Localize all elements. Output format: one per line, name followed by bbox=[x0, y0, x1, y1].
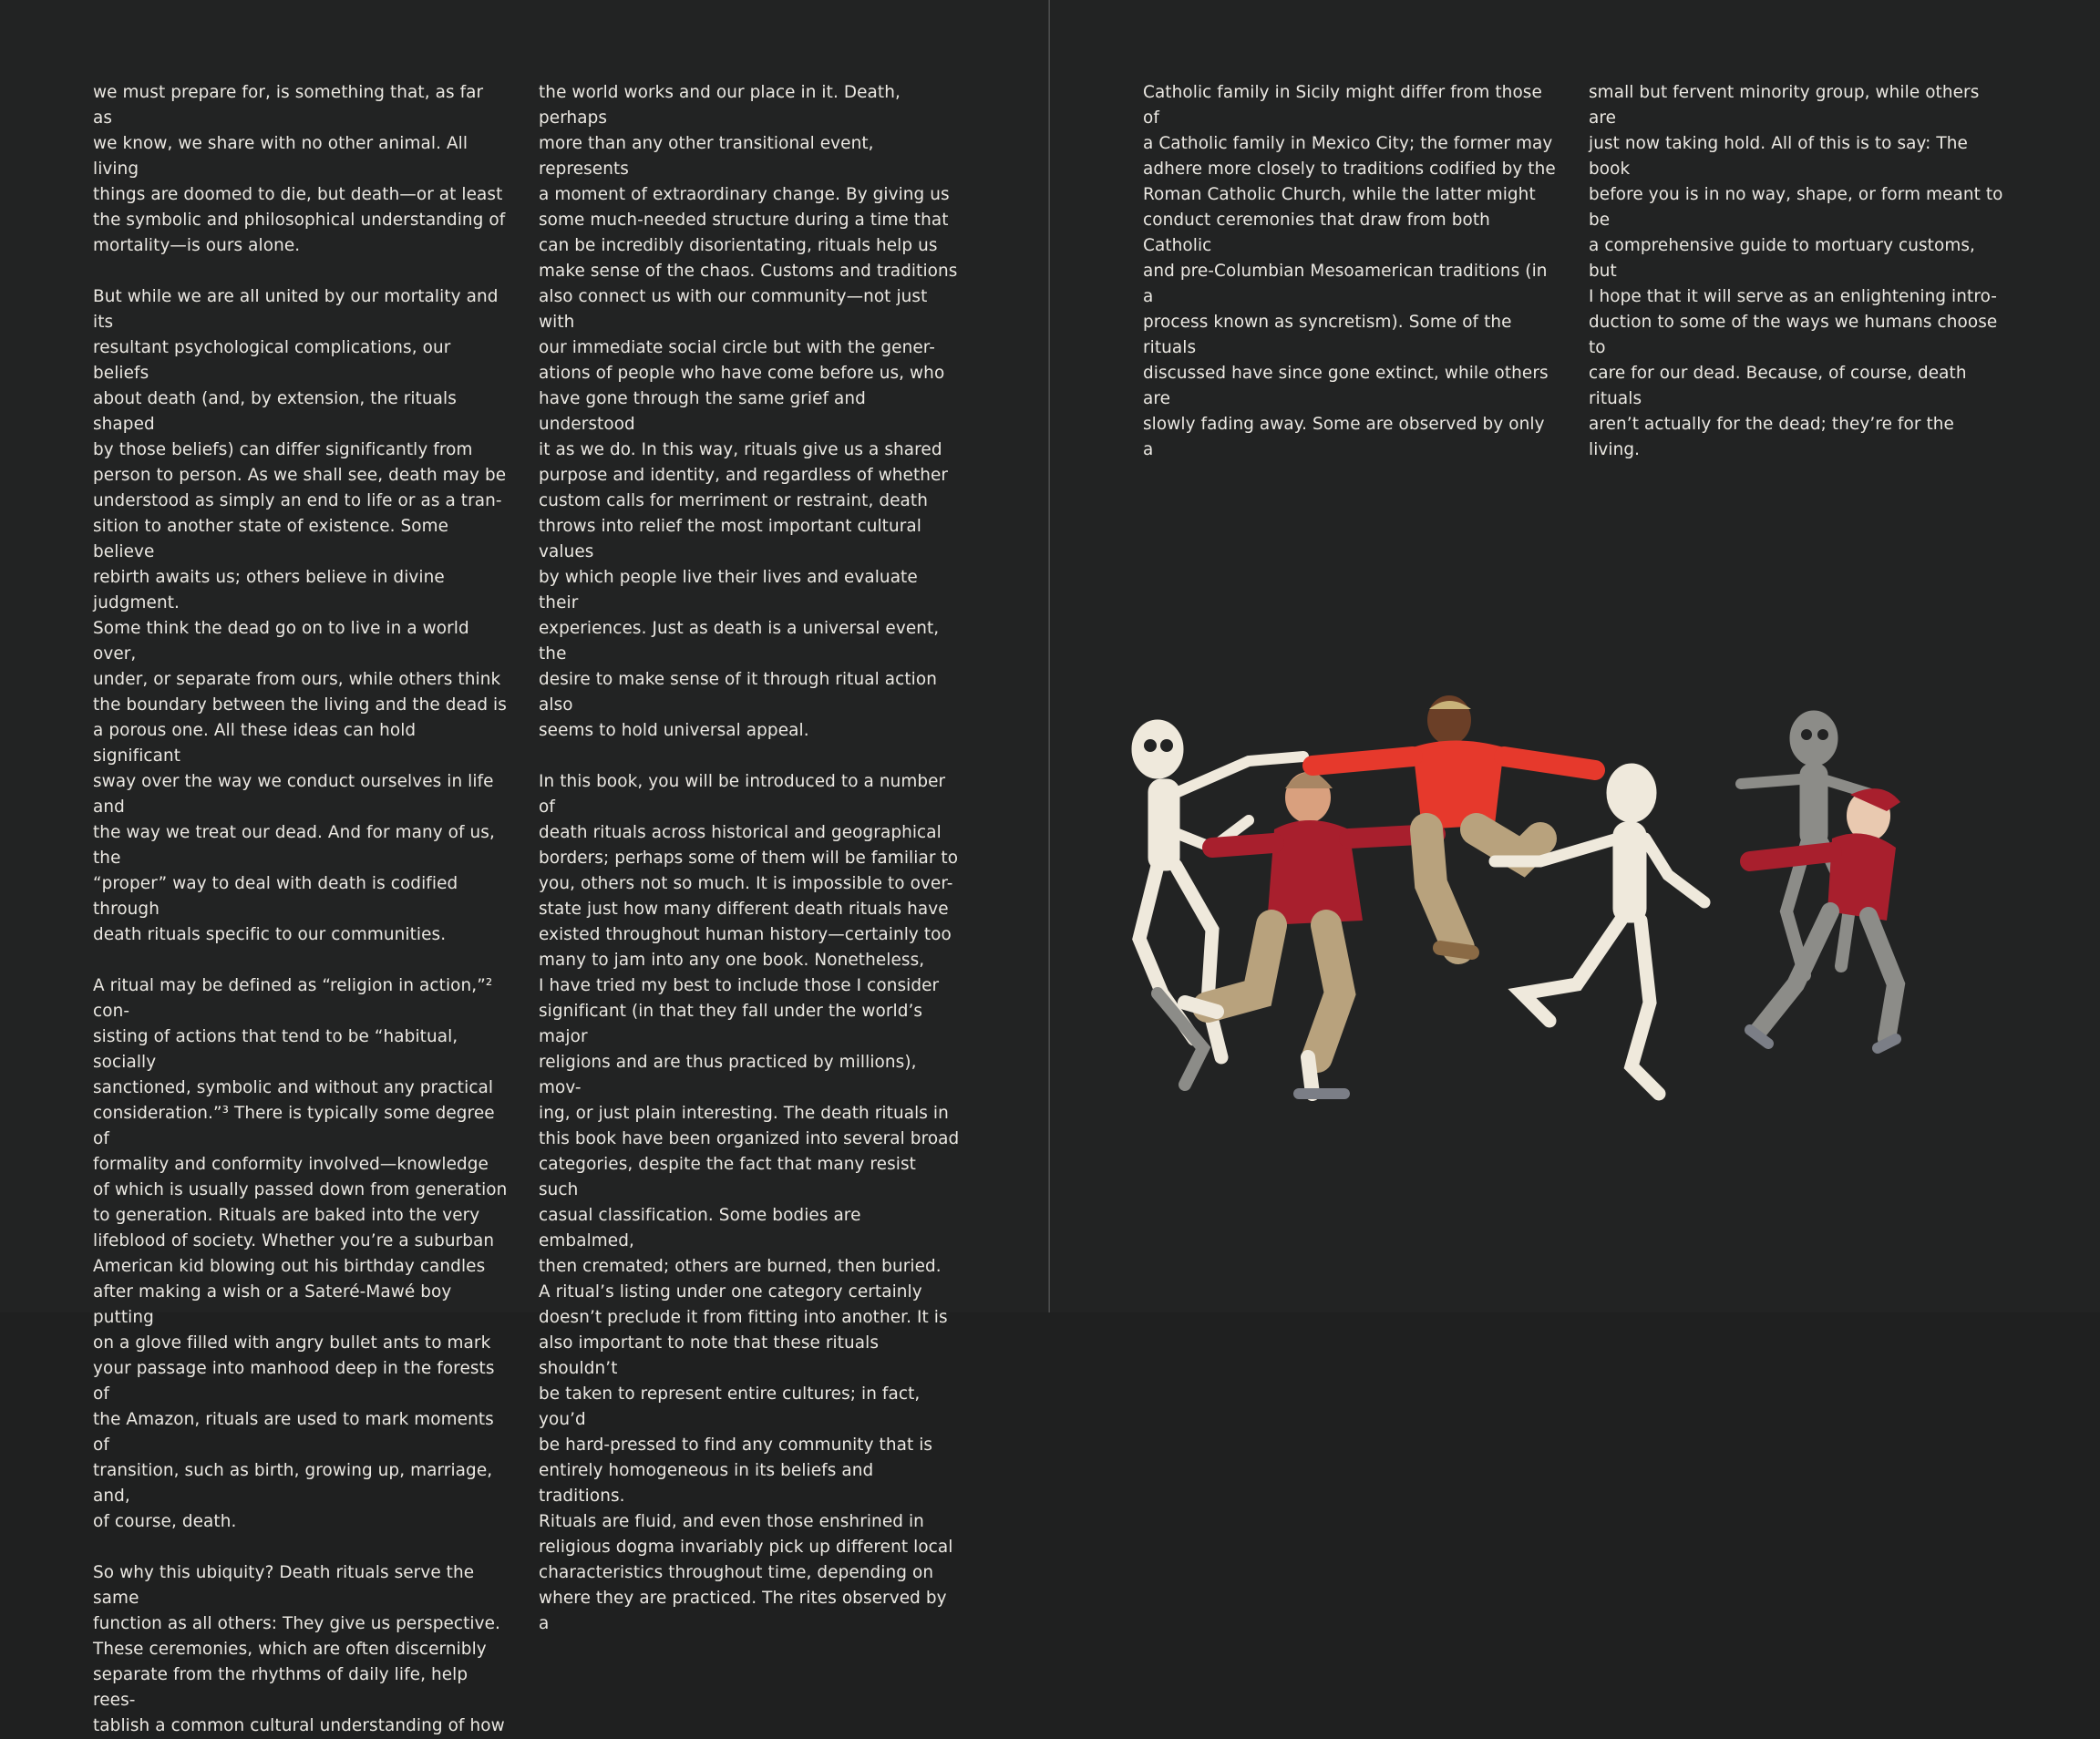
paragraph: small but fervent minority group, while others are just now taking hold. All of this is to say: The book before you is in no way, shape, or form meant to be a comprehensive guide to mortuary customs, but I hope that it will serve as an enlightening intro- duction to some of the ways we humans choose to care for our dead. Because, of course, death rituals aren’t actually for the dead; they’re for the living. bbox=[1589, 83, 2003, 459]
left-page-column-2 bbox=[539, 80, 960, 1637]
left-page-column-1 bbox=[93, 80, 508, 1739]
right-page bbox=[1050, 0, 2100, 1312]
paragraph: So why this ubiquity? Death rituals serve the same function as all others: They give us perspective. These ceremonies, which are often discernibly separate from the rhythms of daily life, help rees- tablish a common cultural understanding of how bbox=[93, 1563, 505, 1735]
paragraph: In this book, you will be introduced to a number of death rituals across historical and geographical borders; perhaps some of them will be familiar to you, others not so much. It is impossible to over- state just how many different death rituals have existed throughout human history—certainly too many to jam into any one book. Nonetheless, I have tried my best to include those I consider significant (in that they fall under the world’s major religions and are thus practiced by millions), mov- ing, or just plain interesting. The death rituals in this book have been organized into several broad categories, despite the fact that many resist such casual classification. Some bodies are embalmed, then cremated; others are burned, then buried. A ritual’s listing under one category certainly doesn’t preclude it from fitting into another. It is also important to note that these rituals shouldn’t be taken to represent entire cultures; in fact, you’d be hard-pressed to find any community that is entirely homogeneous in its beliefs and traditions. Rituals are fluid, and even those enshrined in religious dogma invariably pick up different local characteristics throughout time, depending on where they are practiced. The rites observed by a bbox=[539, 772, 960, 1633]
paragraph: A ritual may be defined as “religion in action,”² con- sisting of actions that tend to be “habitual, socially sanctioned, symbolic and without any practical consideration.”³ There is typically some degree of formality and conformity involved—knowledge of which is usually passed down from generation to generation. Rituals are baked into the very lifeblood of society. Whether you’re a suburban American kid blowing out his birthday candles after making a wish or a Sateré-Mawé boy putting on a glove filled with angry bullet ants to mark your passage into manhood deep in the forests of the Amazon, rituals are used to mark moments of transition, such as birth, growing up, marriage, and, of course, death. bbox=[93, 976, 508, 1531]
paragraph: But while we are all united by our mortality and its resultant psychological complications, our beliefs about death (and, by extension, the rituals shaped by those beliefs) can differ significantly from person to person. As we shall see, death may be understood as simply an end to life or as a tran- sition to another state of existence. Some believe rebirth awaits us; others believe in divine judgment. Some think the dead go on to live in a world over, under, or separate from ours, while others think the boundary between the living and the dead is a porous one. All these ideas can hold significant sway over the way we conduct ourselves in life and the way we treat our dead. And for many of us, the “proper” way to deal with death is codified through death rituals specific to our communities. bbox=[93, 287, 507, 944]
front-skeleton bbox=[1495, 764, 1704, 1094]
paragraph: we must prepare for, is something that, as far as we know, we share with no other animal. All living things are doomed to die, but death—or at least the symbolic and philosophical understanding of mortality—is ours alone. bbox=[93, 83, 506, 255]
paragraph: the world works and our place in it. Death, perhaps more than any other transitional event, represents a moment of extraordinary change. By giving us some much-needed structure during a time that can be incredibly disorientating, rituals help us make sense of the chaos. Customs and traditions also connect us with our community—not just with our immediate social circle but with the gener- ations of people who have come before us, who have gone through the same grief and understood it as we do. In this way, rituals give us a shared purpose and identity, and regardless of whether custom calls for merriment or restraint, death throws into relief the most important cultural values by which people live their lives and evaluate their experiences. Just as death is a universal event, the desire to make sense of it through ritual action also seems to hold universal appeal. bbox=[539, 83, 958, 740]
right-page-column-2 bbox=[1589, 80, 2008, 463]
danse-macabre-illustration bbox=[1121, 693, 2023, 1203]
right-page-column-1 bbox=[1143, 80, 1560, 463]
left-page bbox=[0, 0, 1049, 1735]
paragraph: Catholic family in Sicily might differ from those of a Catholic family in Mexico City; the former may adhere more closely to traditions codified by the Roman Catholic Church, while the latter might conduct ceremonies that draw from both Catholic and pre-Columbian Mesoamerican traditions (in a process known as syncretism). Some of the rituals discussed have since gone extinct, while others are slowly fading away. Some are observed by only a bbox=[1143, 83, 1556, 459]
